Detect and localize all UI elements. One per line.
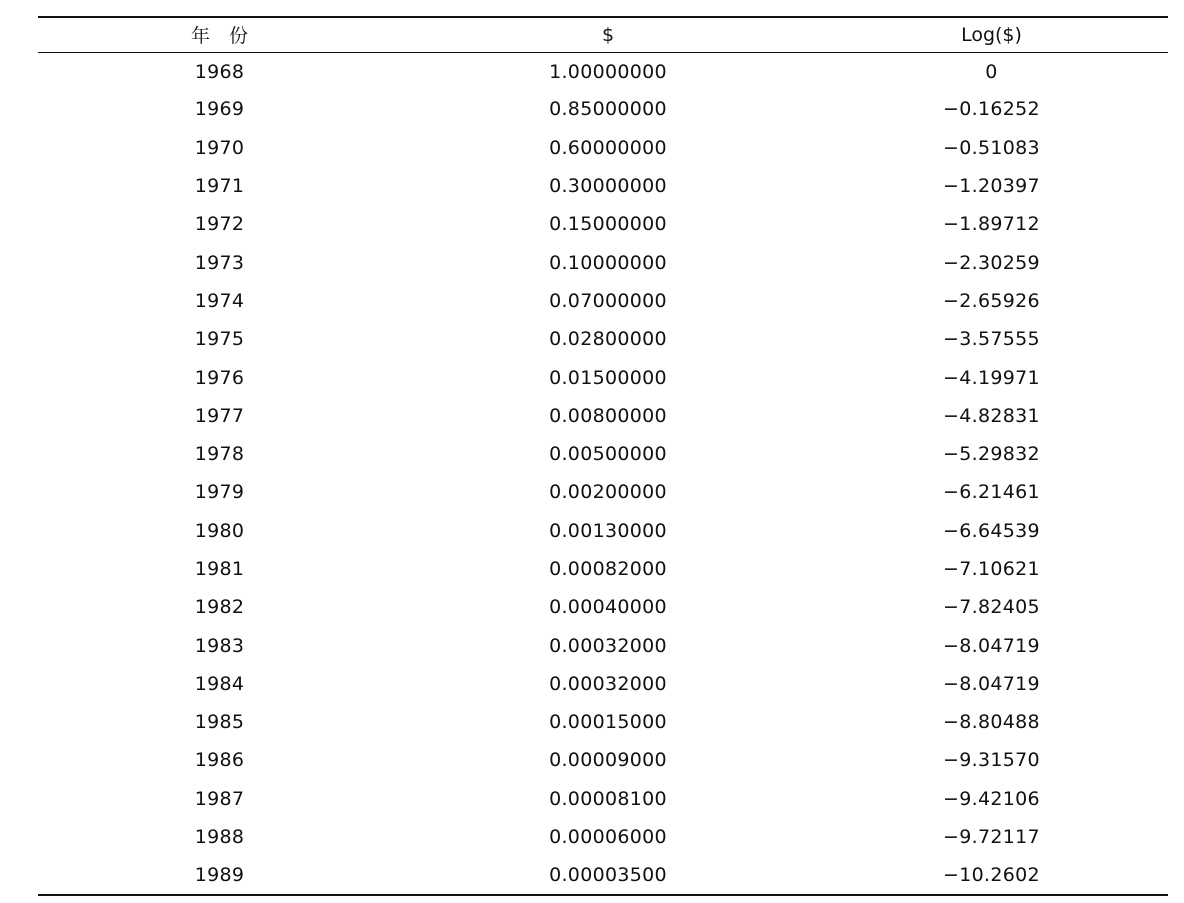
table-row — [38, 818, 1168, 856]
table-row — [38, 397, 1168, 435]
cell-value: 0.30000000 — [549, 175, 667, 198]
cell-value: 1.00000000 — [549, 61, 667, 84]
cell-value: 0.85000000 — [549, 98, 667, 121]
cell-year: 1984 — [194, 672, 245, 695]
table-row — [38, 320, 1168, 358]
table-row — [38, 90, 1168, 128]
data-table — [38, 16, 1168, 896]
cell-value: 0.00082000 — [549, 558, 667, 580]
cell-value: 0.15000000 — [549, 213, 667, 236]
cell-value: 0.00032000 — [549, 672, 667, 695]
table-row — [38, 243, 1168, 281]
cell-year: 1988 — [194, 826, 245, 849]
cell-log-value: −0.16252 — [943, 98, 1040, 121]
table-row — [38, 282, 1168, 320]
cell-value: 0.00015000 — [549, 711, 667, 734]
table-body — [38, 52, 1168, 895]
cell-log-value: −8.04719 — [943, 672, 1040, 695]
cell-log-value: −6.64539 — [943, 519, 1040, 542]
cell-year: 1971 — [194, 175, 245, 198]
cell-year: 1981 — [194, 558, 245, 580]
cell-year: 1983 — [194, 634, 245, 657]
cell-year: 1979 — [194, 481, 245, 504]
cell-year: 1989 — [194, 863, 245, 886]
table-row — [38, 435, 1168, 473]
cell-log-value: −9.42106 — [943, 787, 1040, 810]
table-row — [38, 473, 1168, 511]
table-row — [38, 167, 1168, 205]
table-row — [38, 780, 1168, 818]
cell-log-value: −9.72117 — [943, 826, 1040, 849]
cell-year: 1986 — [194, 749, 245, 772]
cell-value: 0.01500000 — [549, 366, 667, 389]
table-header — [38, 17, 1168, 52]
table-row — [38, 358, 1168, 396]
header-row — [38, 17, 1168, 52]
table-row — [38, 856, 1168, 894]
cell-year: 1968 — [194, 61, 245, 84]
cell-log-value: 0 — [985, 61, 998, 84]
cell-value: 0.00009000 — [549, 749, 667, 772]
cell-value: 0.00040000 — [549, 596, 667, 619]
table-row — [38, 741, 1168, 779]
table-row — [38, 129, 1168, 167]
cell-log-value: −1.20397 — [943, 175, 1040, 198]
cell-value: 0.10000000 — [549, 251, 667, 274]
cell-year: 1970 — [194, 136, 245, 159]
cell-value: 0.00500000 — [549, 443, 667, 466]
cell-log-value: −4.19971 — [943, 366, 1040, 389]
cell-value: 0.00200000 — [549, 481, 667, 504]
cell-log-value: −9.31570 — [943, 749, 1040, 772]
cell-year: 1976 — [194, 366, 245, 389]
cell-value: 0.02800000 — [549, 328, 667, 351]
cell-value: 0.07000000 — [549, 289, 667, 312]
cell-log-value: −10.2602 — [943, 863, 1040, 886]
table-row — [38, 512, 1168, 550]
cell-value: 0.00800000 — [549, 404, 667, 427]
cell-year: 1969 — [194, 98, 245, 121]
cell-year: 1973 — [194, 251, 245, 274]
cell-year: 1987 — [194, 787, 245, 810]
table-row — [38, 205, 1168, 243]
data-table-container — [38, 16, 1168, 896]
header-value: $ — [601, 23, 615, 46]
cell-value: 0.60000000 — [549, 136, 667, 159]
table-row — [38, 665, 1168, 703]
header-year: 年 份 — [190, 25, 248, 48]
cell-log-value: −3.57555 — [943, 328, 1040, 351]
cell-log-value: −4.82831 — [943, 404, 1040, 427]
cell-value: 0.00003500 — [549, 863, 667, 886]
cell-log-value: −6.21461 — [943, 481, 1040, 504]
cell-log-value: −8.04719 — [943, 634, 1040, 657]
cell-log-value: −8.80488 — [943, 711, 1040, 734]
cell-year: 1974 — [194, 289, 245, 312]
cell-year: 1975 — [194, 328, 245, 351]
table-row — [38, 588, 1168, 626]
table-row — [38, 52, 1168, 90]
cell-year: 1982 — [194, 596, 245, 619]
cell-log-value: −7.82405 — [943, 596, 1040, 619]
cell-log-value: −0.51083 — [943, 136, 1040, 159]
cell-value: 0.00130000 — [549, 519, 667, 542]
table-row — [38, 626, 1168, 664]
cell-log-value: −2.30259 — [943, 251, 1040, 274]
cell-log-value: −7.10621 — [943, 558, 1040, 580]
cell-year: 1972 — [194, 213, 245, 236]
cell-log-value: −5.29832 — [943, 443, 1040, 466]
cell-log-value: −1.89712 — [943, 213, 1040, 236]
cell-log-value: −2.65926 — [943, 289, 1040, 312]
header-log-value: Log($) — [961, 23, 1022, 46]
cell-value: 0.00008100 — [549, 787, 667, 810]
cell-year: 1977 — [194, 404, 245, 427]
cell-value: 0.00006000 — [549, 826, 667, 849]
cell-value: 0.00032000 — [549, 634, 667, 657]
cell-year: 1980 — [194, 519, 245, 542]
cell-year: 1978 — [194, 443, 245, 466]
table-row — [38, 550, 1168, 588]
table-row — [38, 703, 1168, 741]
cell-year: 1985 — [194, 711, 245, 734]
